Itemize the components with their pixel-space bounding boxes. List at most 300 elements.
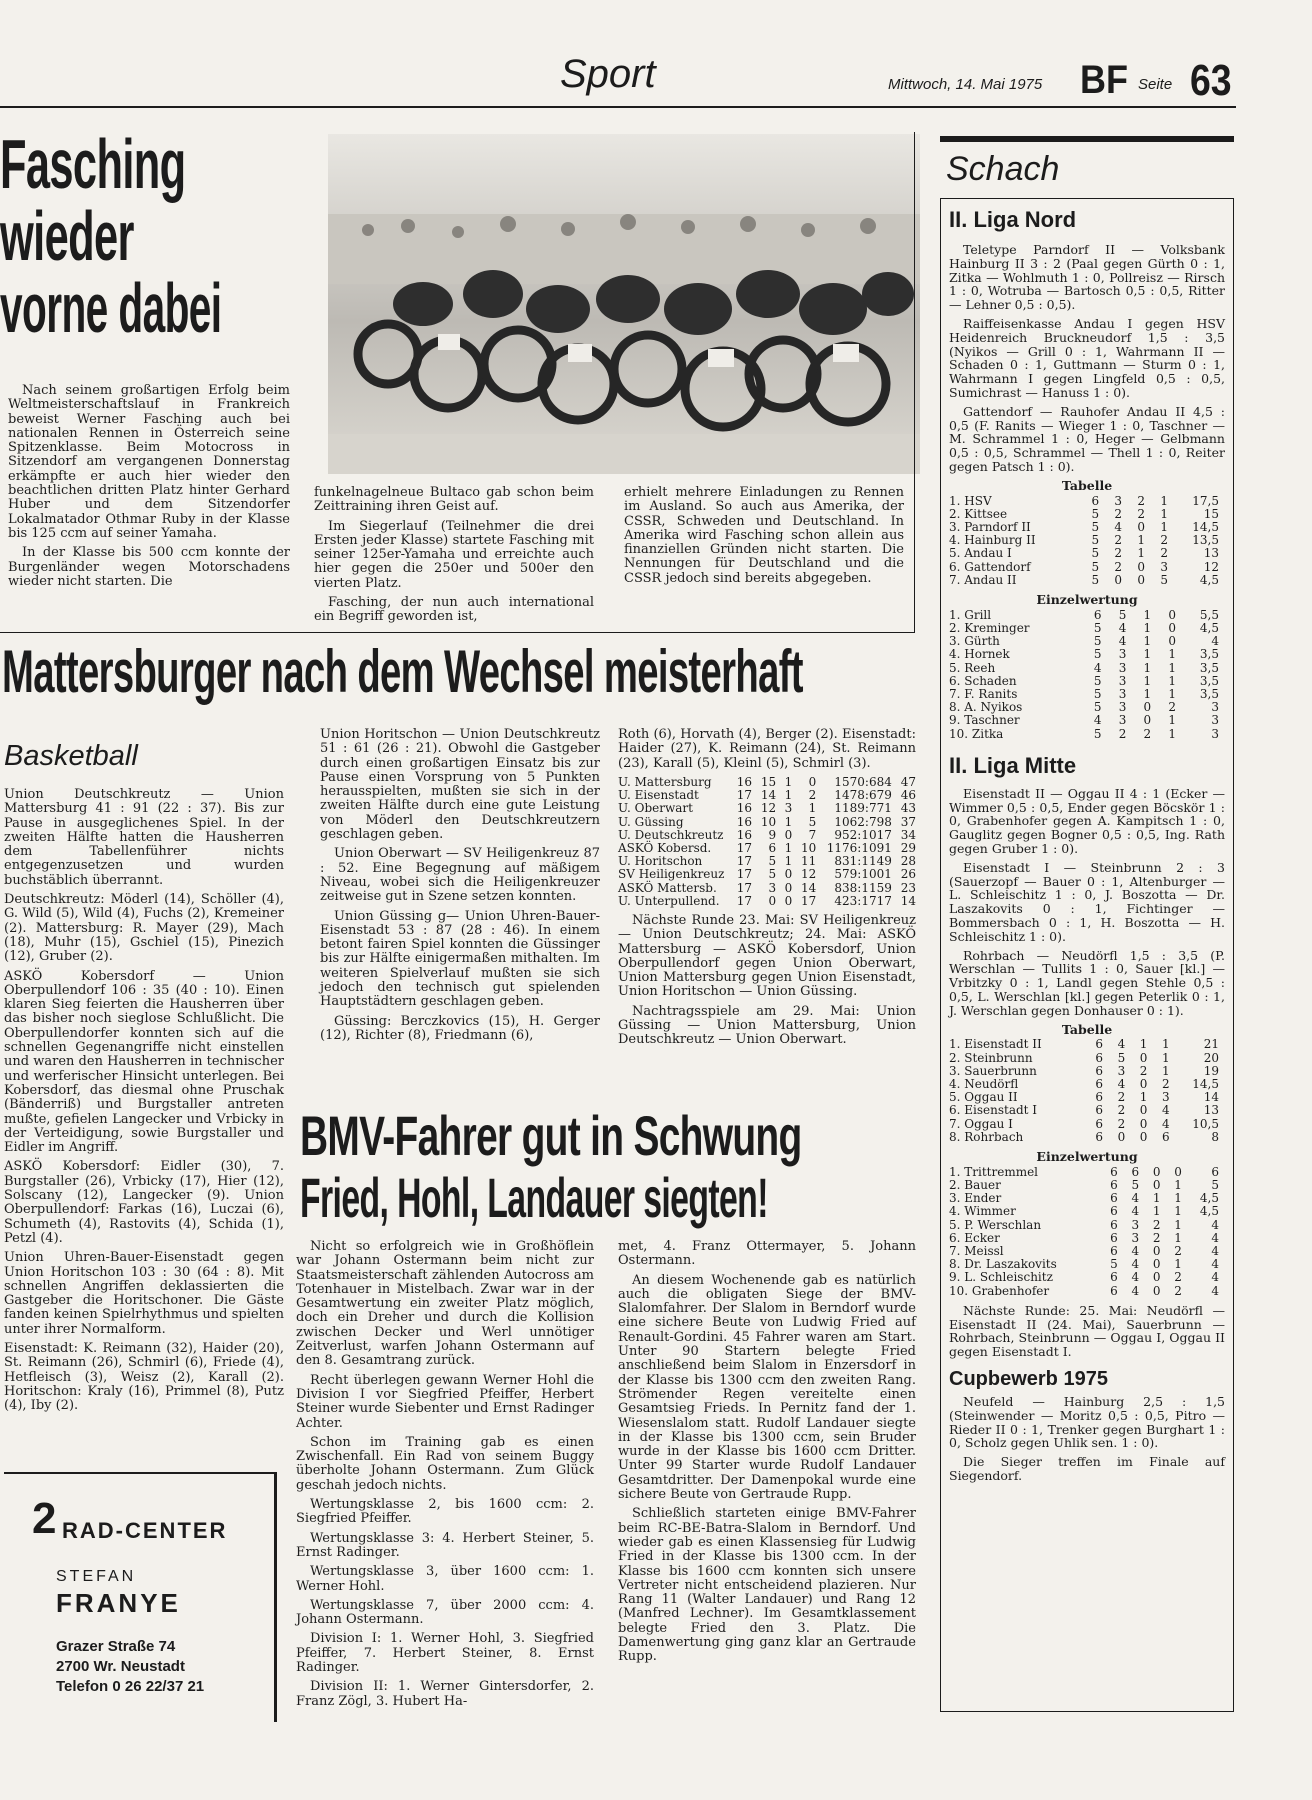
team-cell: 4. Neudörfl — [949, 1076, 1019, 1091]
value-cell: 34 — [900, 827, 916, 842]
team-cell: 5. Andau I — [949, 546, 1012, 561]
schach-box — [940, 198, 1234, 1712]
value-cell: 5 — [1117, 1050, 1126, 1065]
value-cell: 5 — [1093, 620, 1102, 635]
value-cell: 5 — [1131, 1177, 1140, 1192]
value-cell: 12 — [760, 801, 777, 816]
value-cell: 1 — [1168, 686, 1176, 701]
table-row — [949, 574, 1219, 587]
value-cell: 17 — [801, 893, 817, 908]
value-cell: 5 — [1091, 559, 1100, 574]
value-cell: 10,5 — [1192, 1116, 1219, 1131]
paragraph: Nächste Runde: 25. Mai: Neudörfl — Eisenstadt II (24. Mai), Sauerbrunn — Rohrbach, Steinbrunn — Oggau I, Oggau II gegen Eisenstadt I. — [949, 1302, 1225, 1360]
value-cell: 4,5 — [1199, 572, 1219, 587]
value-cell: 3 — [1118, 647, 1127, 662]
team-cell: 7. F. Ranits — [949, 686, 1018, 701]
value-cell: 0 — [1117, 1129, 1126, 1144]
bmv-headline — [300, 1105, 920, 1229]
value-cell: 4 — [1161, 1116, 1170, 1131]
value-cell: 1 — [1143, 634, 1152, 649]
value-cell: 4 — [1093, 713, 1102, 728]
value-cell: 9 — [768, 827, 777, 842]
value-cell: 5 — [1110, 1257, 1118, 1272]
table-row — [949, 609, 1219, 622]
paragraph: Eisenstadt II — Oggau II 4 : 1 (Ecker — Wimmer 0,5 : 0,5, Ender gegen Böcskör 1 : 0, Grabenhofer gegen A. Kampitsch 1 : 0, Gauglitz gegen Bogner 0,5 : 0,5, Ing. Rath gegen Gruber 1 : 0). — [949, 785, 1225, 856]
team-cell: 8. Rohrbach — [949, 1129, 1024, 1144]
value-cell: 5 — [1091, 506, 1100, 521]
team-cell: 7. Meissl — [949, 1243, 1004, 1258]
value-cell: 3 — [1131, 1230, 1140, 1245]
team-cell: 5. P. Werschlan — [949, 1217, 1042, 1232]
value-cell: 28 — [900, 854, 916, 869]
value-cell: 4 — [1131, 1191, 1140, 1206]
value-cell: 20 — [1203, 1050, 1219, 1065]
team-cell: 4. Wimmer — [949, 1204, 1016, 1219]
value-cell: 10 — [801, 840, 817, 855]
value-cell: 6 — [1110, 1191, 1118, 1206]
value-cell: 6 — [1110, 1164, 1118, 1179]
paragraph: Recht überlegen gewann Werner Hohl die Division I vor Siegfried Pfeiffer, Herbert Steiner wurde Siebenter und Ernst Radinger Achter. — [296, 1372, 594, 1431]
value-cell: 4,5 — [1199, 620, 1219, 635]
paragraph: Deutschkreutz: Möderl (14), Schöller (4), G. Wild (5), Wild (4), Fuchs (2), Kremeiner (2). Mattersburg: R. Mayer (29), Mach (18), Muhr (15), Gschiel (15), Pinezich (12), Gruber (2). — [4, 892, 284, 965]
value-cell: 5 — [1093, 673, 1102, 688]
value-cell: 0 — [808, 774, 817, 789]
team-cell: 6. Ecker — [949, 1230, 1000, 1245]
team-cell: 9. Taschner — [949, 713, 1020, 728]
paragraph: Im Siegerlauf (Teilnehmer die drei Ersten jeder Klasse) startete Fasching mit seiner 125er-Yamaha und erreichte auch hier gegen die 250er und 500er den vierten Platz. — [314, 518, 594, 591]
value-cell: 1 — [1174, 1177, 1182, 1192]
liga-mitte-title: II. Liga Mitte — [949, 752, 1077, 778]
value-cell: 0 — [1137, 519, 1145, 534]
value-cell: 2 — [1152, 1217, 1161, 1232]
value-cell: 2 — [1174, 1270, 1182, 1285]
value-cell: 2 — [1137, 493, 1145, 508]
value-cell: 11 — [801, 854, 817, 869]
value-cell: 4 — [1131, 1270, 1140, 1285]
liga-nord-title: II. Liga Nord — [949, 207, 1077, 232]
cup-title: Cupbewerb 1975 — [949, 1367, 1108, 1390]
value-cell: 1 — [1143, 620, 1152, 635]
table-row — [949, 1271, 1219, 1284]
value-cell: 4 — [1211, 634, 1219, 649]
liga-nord-einzel-table — [949, 609, 1219, 741]
paragraph: Nachtragsspiele am 29. Mai: Union Güssing — Union Mattersburg, Union Deutschkreutz — Union Oberwart. — [618, 1003, 916, 1048]
value-cell: 6 — [1093, 607, 1102, 622]
value-cell: 5 — [1093, 647, 1102, 662]
paragraph: Teletype Parndorf II — Volksbank Hainburg II 3 : 2 (Paal gegen Gürth 0 : 1, Zitka — Wohlmuth 1 : 0, Pollreisz — Rirsch 1 : 0, Wotruba — Bartosch 0,5 : 0,5, Ritter — Lehner 0,5 : 0,5). — [949, 242, 1225, 313]
table-row — [949, 1118, 1219, 1131]
value-cell: 13 — [1203, 1103, 1219, 1118]
value-cell: 1176:1091 — [826, 840, 892, 855]
value-cell: 6 — [1095, 1050, 1104, 1065]
team-cell: U. Güssing — [618, 814, 684, 829]
value-cell: 1 — [1143, 660, 1152, 675]
section-title: Sport — [560, 52, 656, 96]
value-cell: 6 — [1110, 1217, 1118, 1232]
value-cell: 0 — [1152, 1270, 1161, 1285]
table-row — [949, 714, 1219, 727]
paragraph: ASKÖ Kobersdorf: Eidler (30), 7. Burgstaller (26), Vrbicky (17), Hier (12), Solscany (12), Langecker (9). Union Oberpullendorf: Farkas (16), Luczai (6), Schumeth (4), Rastovits (4), Schida (1), Petzl (4). — [4, 1159, 284, 1246]
paragraph: Gattendorf — Rauhofer Andau II 4,5 : 0,5 (F. Ranits — Wieger 1 : 0, Taschner — M. Schrammel 1 : 0, Heger — Gelbmann 0,5 : 0,5, Schrammel — Thell 1 : 0, Reiter gegen Patsch 1 : 0). — [949, 403, 1225, 474]
paragraph: Union Oberwart — SV Heiligenkreuz 87 : 52. Eine Begegnung auf mäßigem Niveau, wobei sich die Heiligenkreuzer zeitweise gut in Szene setzen konnten. — [320, 846, 600, 905]
basketball-standings-table — [618, 776, 916, 908]
value-cell: 0 — [1152, 1177, 1161, 1192]
value-cell: 4 — [1211, 1243, 1219, 1258]
value-cell: 1 — [1161, 1063, 1170, 1078]
value-cell: 17 — [736, 854, 753, 869]
value-cell: 6 — [1095, 1129, 1104, 1144]
value-cell: 1 — [1168, 647, 1176, 662]
value-cell: 1 — [1160, 519, 1168, 534]
value-cell: 4 — [1093, 660, 1102, 675]
table-row — [949, 662, 1219, 675]
team-cell: 2. Bauer — [949, 1177, 1001, 1192]
team-cell: 3. Ender — [949, 1191, 1002, 1206]
table-row — [618, 895, 916, 908]
table-row — [618, 829, 916, 842]
team-cell: 7. Andau II — [949, 572, 1017, 587]
headline-line: Fasching — [0, 125, 186, 203]
value-cell: 1 — [1168, 726, 1176, 741]
value-cell: 43 — [900, 801, 916, 816]
value-cell: 14 — [801, 880, 817, 895]
paragraph: Wertungsklasse 2, bis 1600 ccm: 2. Siegfried Pfeiffer. — [296, 1497, 594, 1527]
value-cell: 6 — [1110, 1177, 1118, 1192]
paragraph: Eisenstadt: K. Reimann (32), Haider (20), St. Reimann (26), Schmirl (6), Friede (4), Hetfleisch (3), Weisz (2), Karall (2). Horitschon: Kraly (16), Primmel (8), Putz (4), Iby (2). — [4, 1340, 284, 1414]
value-cell: 1189:771 — [834, 801, 892, 816]
value-cell: 2 — [1174, 1283, 1182, 1298]
value-cell: 1 — [1174, 1257, 1182, 1272]
team-cell: 5. Reeh — [949, 660, 996, 675]
value-cell: 1062:798 — [834, 814, 892, 829]
value-cell: 0 — [1114, 572, 1123, 587]
value-cell: 12 — [801, 867, 817, 882]
value-cell: 6 — [1095, 1037, 1104, 1052]
value-cell: 1 — [1160, 506, 1168, 521]
table-row — [949, 1038, 1219, 1051]
value-cell: 0 — [1168, 634, 1176, 649]
team-cell: U. Oberwart — [618, 801, 693, 816]
paragraph: Nächste Runde 23. Mai: SV Heiligenkreuz — Union Deutschkreutz; 24. Mai: ASKÖ Mattersburg — ASKÖ Kobersdorf, Union Oberpullendorf gegen Union Oberwart, Union Mattersburg gegen Union Eisenstadt, Union Horitschon — Union Güssing. — [618, 912, 916, 1000]
article-frame-bottom — [0, 632, 915, 633]
ad-first-name: STEFAN — [56, 1568, 137, 1585]
team-cell: U. Deutschkreutz — [618, 827, 724, 842]
brand-logo: BF — [1080, 58, 1128, 102]
value-cell: 17 — [736, 880, 753, 895]
value-cell: 17 — [736, 893, 753, 908]
liga-mitte-einzel-table — [949, 1166, 1219, 1298]
issue-date: Mittwoch, 14. Mai 1975 — [888, 76, 1043, 93]
table-row — [949, 508, 1219, 521]
team-cell: 10. Zitka — [949, 726, 1004, 741]
paragraph: Eisenstadt I — Steinbrunn 2 : 3 (Sauerzopf — Bauer 0 : 1, Altenburger — L. Schleischitz 1 : 0, J. Boszotta — Dr. Laszakovits 0 : 1, Fichtinger — Bommersbach 0 : 1, H. Boszotta — H. Schleischitz 1 : 0). — [949, 859, 1225, 944]
value-cell: 21 — [1203, 1037, 1219, 1052]
value-cell: 4 — [1114, 519, 1123, 534]
value-cell: 4,5 — [1199, 1204, 1219, 1219]
value-cell: 0 — [768, 893, 777, 908]
basketball-headline: Mattersburger nach dem Wechsel meisterhaft — [2, 638, 803, 705]
value-cell: 6 — [1091, 493, 1100, 508]
team-cell: U. Mattersburg — [618, 774, 712, 789]
paragraph: Union Güssing g— Union Uhren-Bauer-Eisenstadt 53 : 87 (28 : 46). In einem betont fairen Spiel konnten die Güssinger bis zur Hälfte einigermaßen mithalten. Im weiteren Spielverlauf mußten sie sich jedoch den technisch gut spielenden Hauptstädtern geschlagen geben. — [320, 908, 600, 1010]
value-cell: 6 — [768, 840, 777, 855]
team-cell: 5. Oggau II — [949, 1090, 1018, 1105]
value-cell: 46 — [900, 788, 916, 803]
value-cell: 29 — [900, 840, 916, 855]
value-cell: 14,5 — [1192, 1076, 1219, 1091]
value-cell: 0 — [784, 880, 793, 895]
table-row — [949, 1131, 1219, 1144]
article-frame-right — [914, 132, 915, 632]
value-cell: 4 — [1131, 1243, 1140, 1258]
team-cell: 8. Dr. Laszakovits — [949, 1257, 1057, 1272]
paragraph: Division II: 1. Werner Gintersdorfer, 2. Franz Zögl, 3. Hubert Ha- — [296, 1679, 594, 1709]
value-cell: 6 — [1161, 1129, 1170, 1144]
paragraph: Schon im Training gab es einen Zwischenfall. Ein Rad von seinem Buggy überholte Johann Ostermann. Zum Glück geschah jedoch nichts. — [296, 1434, 594, 1493]
masthead — [0, 40, 1236, 112]
paragraph: Roth (6), Horvath (4), Berger (2). Eisenstadt: Haider (27), K. Reimann (24), St. Reimann (23), Karall (5), Kleinl (5), Schmirl (3). — [618, 727, 916, 771]
team-cell: 2. Kittsee — [949, 506, 1008, 521]
value-cell: 1 — [784, 854, 793, 869]
value-cell: 5 — [768, 854, 777, 869]
value-cell: 47 — [900, 774, 916, 789]
value-cell: 6 — [1110, 1230, 1118, 1245]
paragraph: Fasching, der nun auch international ein Begriff geworden ist, — [314, 595, 594, 625]
table-row — [949, 728, 1219, 741]
table-row — [618, 882, 916, 895]
value-cell: 0 — [1143, 700, 1152, 715]
table-row — [618, 802, 916, 815]
value-cell: 17 — [736, 840, 753, 855]
value-cell: 3 — [768, 880, 777, 895]
value-cell: 19 — [1203, 1063, 1219, 1078]
value-cell: 4 — [1211, 1257, 1219, 1272]
paragraph: Schließlich starteten einige BMV-Fahrer beim RC-BE-Batra-Slalom in Berndorf. Und wieder gab es einen Klassensieg für Ludwig Fried in der Klasse bis 1300 ccm. In der Klasse bis 1600 ccm konnten sich unsere Vertreter nicht entscheidend plazieren. Nur Rang 11 (Walter Landauer) und Rang 12 (Manfred Lechner). Im Gesamtklassement belegte Fried den 3. Platz. Die Damenwertung ging ganz klar an Gertraude Rupp. — [618, 1506, 916, 1665]
value-cell: 3,5 — [1199, 660, 1219, 675]
value-cell: 0 — [1139, 1129, 1148, 1144]
team-cell: 3. Sauerbrunn — [949, 1063, 1037, 1078]
value-cell: 2 — [1161, 1076, 1170, 1091]
headline-line: BMV-Fahrer gut in Schwung — [300, 1104, 802, 1167]
value-cell: 8 — [1211, 1129, 1219, 1144]
value-cell: 0 — [784, 827, 793, 842]
value-cell: 5 — [1091, 519, 1100, 534]
value-cell: 3,5 — [1199, 686, 1219, 701]
value-cell: 1 — [1174, 1230, 1182, 1245]
value-cell: 5,5 — [1199, 607, 1219, 622]
table-row — [618, 868, 916, 881]
team-cell: 2. Steinbrunn — [949, 1050, 1033, 1065]
liga-mitte-table — [949, 1038, 1219, 1144]
value-cell: 10 — [760, 814, 777, 829]
team-cell: 3. Gürth — [949, 634, 1000, 649]
basketball-column-1 — [4, 788, 284, 1418]
rad-center-ad — [4, 1472, 277, 1722]
value-cell: 0 — [784, 867, 793, 882]
basketball-kicker: Basketball — [4, 740, 138, 772]
value-cell: 2 — [1118, 726, 1127, 741]
table-row — [949, 648, 1219, 661]
ad-street: Grazer Straße 74 — [56, 1638, 176, 1655]
value-cell: 0 — [1139, 1050, 1148, 1065]
paragraph: Nicht so erfolgreich wie in Großhöflein war Johann Ostermann beim nicht zur Staatsmeisterschaft zählenden Autocross am Totenhauer in Mistelbach. Zwar war in der Gesamtwertung ein zweiter Platz möglich, doch ein Dreher und durch die Kollision zwischen Decker und Werl unnötiger Zeitverlust, warfen Johann Ostermann auf den 8. Gesamtrang zurück. — [296, 1239, 594, 1369]
team-cell: U. Eisenstadt — [618, 788, 699, 803]
value-cell: 6 — [1095, 1076, 1104, 1091]
value-cell: 5 — [808, 814, 817, 829]
ad-phone: Telefon 0 26 22/37 21 — [56, 1678, 205, 1695]
value-cell: 2 — [1160, 546, 1168, 561]
value-cell: 1 — [1174, 1217, 1182, 1232]
value-cell: 5 — [1091, 533, 1100, 548]
value-cell: 13 — [1203, 546, 1219, 561]
paragraph: Raiffeisenkasse Andau I gegen HSV Heidenreich Bruckneudorf 1,5 : 3,5 (Nyikos — Grill 0 : 1, Wahrmann II — Schaden 0 : 1, Guttmann — Sturm 0 : 1, Wahrmann I gegen Lingfeld 0,5 : 0,5, Sumichrast — Hanuss 1 : 0). — [949, 315, 1225, 400]
schach-top-bar — [940, 136, 1234, 142]
value-cell: 26 — [900, 867, 916, 882]
paragraph: Union Uhren-Bauer-Eisenstadt gegen Union Horitschon 103 : 30 (64 : 8). Mit schnellen Angriffen deklassierten die Gastgeber die Horitschoner. Die Gäste fanden keinen Spielrhythmus und spielten unter ihrer Normalform. — [4, 1250, 284, 1337]
team-cell: 6. Gattendorf — [949, 559, 1031, 574]
value-cell: 0 — [1143, 713, 1152, 728]
value-cell: 5 — [1160, 572, 1168, 587]
value-cell: 3 — [1211, 713, 1219, 728]
team-cell: 9. L. Schleischitz — [949, 1270, 1053, 1285]
table-row — [949, 1232, 1219, 1245]
value-cell: 0 — [1152, 1164, 1161, 1179]
table-row — [949, 1166, 1219, 1179]
value-cell: 1 — [1160, 493, 1168, 508]
value-cell: 3 — [1211, 700, 1219, 715]
table-label: Tabelle — [1061, 1021, 1113, 1037]
value-cell: 1 — [1161, 1037, 1170, 1052]
value-cell: 0 — [1174, 1164, 1182, 1179]
fasching-column-2 — [314, 486, 594, 630]
fasching-column-1 — [8, 384, 290, 594]
value-cell: 3 — [1114, 493, 1123, 508]
paragraph: Rohrbach — Neudörfl 1,5 : 3,5 (P. Werschlan — Tullits 1 : 0, Sauer [kl.] — Vrbitzky 0 : 1, Landl gegen Stehle 0,5 : 0,5, L. Werschlan [kl.] gegen Peterlik 0 : 1, J. Werschlan gegen Donhauser 0 : 1). — [949, 947, 1225, 1018]
value-cell: 6 — [1131, 1164, 1140, 1179]
value-cell: 1 — [1139, 1090, 1148, 1105]
table-row — [949, 1065, 1219, 1078]
team-cell: 3. Parndorf II — [949, 519, 1031, 534]
value-cell: 3 — [784, 801, 793, 816]
value-cell: 6 — [1095, 1103, 1104, 1118]
page-number: 63 — [1190, 56, 1232, 105]
team-cell: 10. Grabenhofer — [949, 1283, 1050, 1298]
value-cell: 3 — [1211, 726, 1219, 741]
value-cell: 17 — [736, 788, 753, 803]
paragraph: funkelnagelneue Bultaco gab schon beim Zeittraining ihren Geist auf. — [314, 485, 594, 515]
value-cell: 2 — [1174, 1243, 1182, 1258]
value-cell: 6 — [1095, 1063, 1104, 1078]
value-cell: 6 — [1110, 1204, 1118, 1219]
ad-logo-number: 2 — [32, 1494, 57, 1543]
paragraph: Wertungsklasse 3, über 1600 ccm: 1. Werner Hohl. — [296, 1564, 594, 1594]
motocross-photo — [328, 134, 920, 474]
value-cell: 6 — [1095, 1090, 1104, 1105]
table-row — [949, 675, 1219, 688]
headline-line: wieder — [0, 197, 134, 275]
value-cell: 4 — [1211, 1230, 1219, 1245]
team-cell: 8. A. Nyikos — [949, 700, 1023, 715]
team-cell: ASKÖ Mattersb. — [618, 880, 717, 895]
value-cell: 423:1717 — [834, 893, 892, 908]
value-cell: 1 — [1168, 660, 1176, 675]
team-cell: ASKÖ Kobersd. — [618, 840, 712, 855]
value-cell: 16 — [736, 774, 753, 789]
value-cell: 6 — [1110, 1270, 1118, 1285]
value-cell: 3 — [1118, 673, 1127, 688]
value-cell: 0 — [1152, 1283, 1161, 1298]
bmv-column-1 — [296, 1240, 594, 1714]
liga-nord-results — [949, 243, 1225, 1488]
value-cell: 2 — [808, 788, 817, 803]
value-cell: 4,5 — [1199, 1191, 1219, 1206]
value-cell: 6 — [1095, 1116, 1104, 1131]
value-cell: 2 — [1117, 1116, 1126, 1131]
paragraph: In der Klasse bis 500 ccm konnte der Burgenländer wegen Motorschadens wieder nicht starten. Die — [8, 545, 290, 589]
value-cell: 14 — [900, 893, 916, 908]
value-cell: 15 — [760, 774, 777, 789]
value-cell: 14,5 — [1192, 519, 1219, 534]
value-cell: 1 — [1143, 647, 1152, 662]
value-cell: 4 — [1117, 1037, 1126, 1052]
team-cell: 2. Kreminger — [949, 620, 1030, 635]
team-cell: 4. Hornek — [949, 647, 1010, 662]
value-cell: 831:1149 — [834, 854, 892, 869]
ad-city: 2700 Wr. Neustadt — [56, 1658, 185, 1675]
paragraph: met, 4. Franz Ottermayer, 5. Johann Ostermann. — [618, 1239, 916, 1269]
value-cell: 16 — [736, 801, 753, 816]
value-cell: 1 — [784, 840, 793, 855]
value-cell: 1 — [784, 814, 793, 829]
value-cell: 4 — [1211, 1217, 1219, 1232]
value-cell: 3 — [1118, 700, 1127, 715]
value-cell: 2 — [1117, 1103, 1126, 1118]
value-cell: 2 — [1152, 1230, 1161, 1245]
paragraph: Die Sieger treffen im Finale auf Siegendorf. — [949, 1454, 1225, 1483]
value-cell: 5 — [1093, 726, 1102, 741]
value-cell: 4 — [1117, 1076, 1126, 1091]
team-cell: 4. Hainburg II — [949, 533, 1036, 548]
value-cell: 4 — [1131, 1204, 1140, 1219]
headline-line: vorne dabei — [0, 269, 222, 347]
paragraph: Nach seinem großartigen Erfolg beim Weltmeisterschaftslauf in Frankreich beweist Werner Fasching auch bei nationalen Rennen in Österreich seine Spitzenklasse. Beim Motocross in Sitzendorf am vergangenen Donnerstag erkämpfte er auch hier wieder den beachtlichen dritten Platz hinter Gerhard Huber und dem Sitzendorfer Lokalmatador Othmar Ruby in der Klasse bis 125 ccm auf seiner Yamaha. — [8, 383, 290, 541]
value-cell: 5 — [1118, 607, 1127, 622]
value-cell: 1 — [1174, 1191, 1182, 1206]
value-cell: 2 — [1114, 559, 1123, 574]
value-cell: 6 — [1110, 1283, 1118, 1298]
value-cell: 7 — [808, 827, 817, 842]
value-cell: 3 — [1117, 1063, 1126, 1078]
value-cell: 0 — [784, 893, 793, 908]
value-cell: 0 — [1152, 1257, 1161, 1272]
value-cell: 5 — [768, 867, 777, 882]
value-cell: 0 — [1137, 572, 1145, 587]
value-cell: 17,5 — [1192, 493, 1219, 508]
paragraph: Wertungsklasse 3: 4. Herbert Steiner, 5. Ernst Radinger. — [296, 1530, 594, 1560]
value-cell: 2 — [1137, 506, 1145, 521]
value-cell: 1 — [1137, 533, 1145, 548]
value-cell: 16 — [736, 814, 753, 829]
schach-title: Schach — [946, 150, 1060, 188]
table-row — [949, 1104, 1219, 1117]
table-label: Einzelwertung — [1036, 1148, 1138, 1164]
value-cell: 13,5 — [1192, 533, 1219, 548]
value-cell: 952:1017 — [834, 827, 892, 842]
team-cell: 1. Eisenstadt II — [949, 1037, 1042, 1052]
value-cell: 3,5 — [1199, 673, 1219, 688]
value-cell: 4 — [1211, 1270, 1219, 1285]
value-cell: 0 — [1139, 1103, 1148, 1118]
